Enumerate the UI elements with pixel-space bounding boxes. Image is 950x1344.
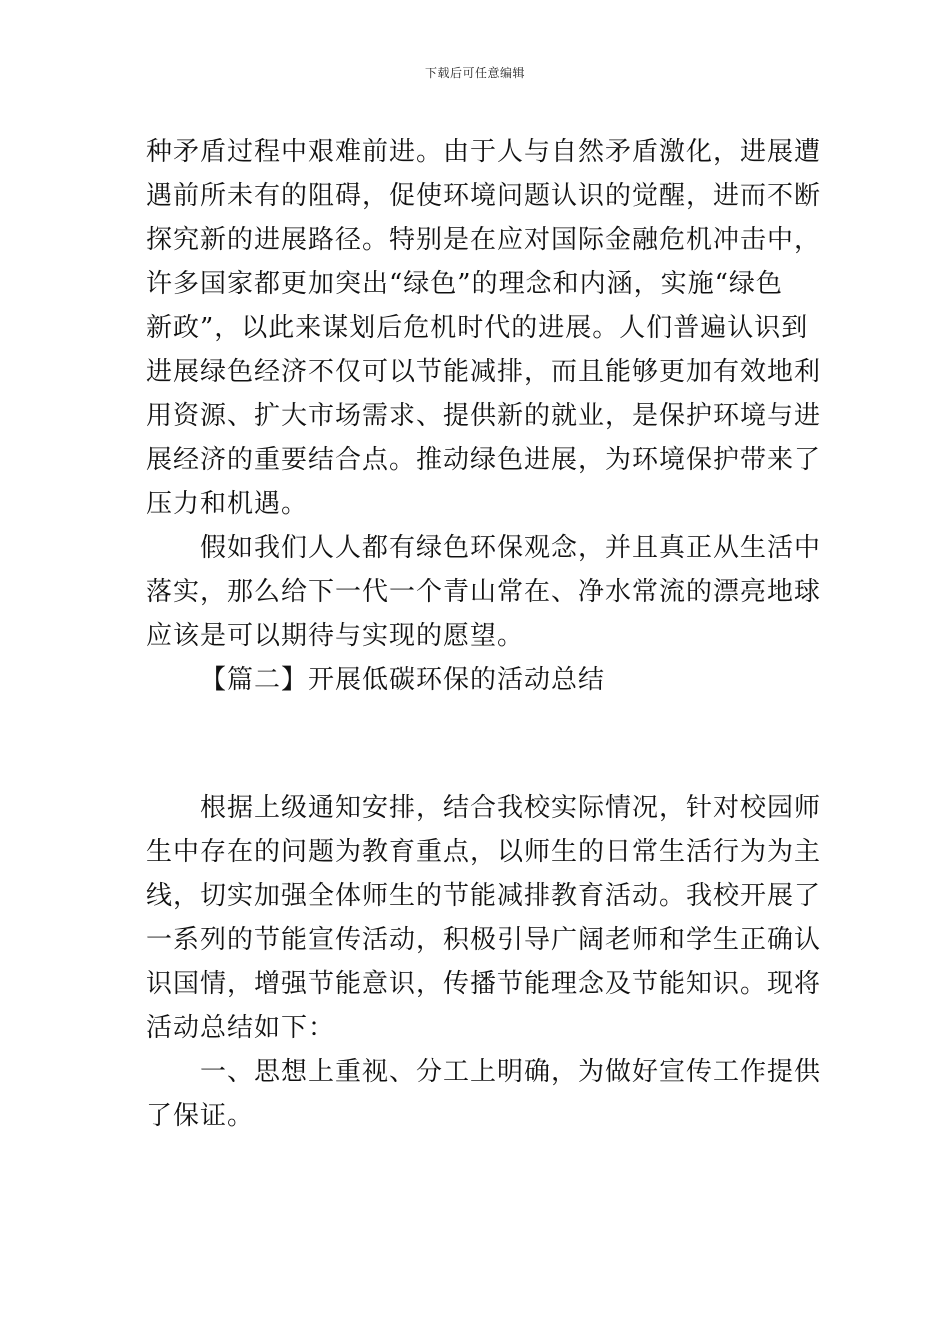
- text-line: 根据上级通知安排，结合我校实际情况，针对校园师: [200, 793, 822, 823]
- paragraph-continuation: [146, 130, 822, 526]
- text-line: 生中存在的问题为教育重点，以师生的日常生活行为为主: [146, 837, 822, 867]
- paragraph-activity-intro: [146, 786, 822, 1050]
- section-heading: 【篇二】开展低碳环保的活动总结: [200, 665, 606, 695]
- text-line: 识国情，增强节能意识，传播节能理念及节能知识。现将: [146, 969, 822, 999]
- text-line: 活动总结如下：: [146, 1013, 336, 1043]
- text-line: 落实，那么给下一代一个青山常在、净水常流的漂亮地球: [146, 577, 822, 607]
- document-body: [146, 130, 822, 1138]
- text-line: 压力和机遇。: [146, 489, 309, 519]
- text-line: 了保证。: [146, 1101, 255, 1131]
- paragraph-green-awareness: [146, 526, 822, 658]
- text-line: 新政”，以此来谋划后危机时代的进展。人们普遍认识到: [146, 313, 809, 343]
- paragraph-point-one: [146, 1050, 822, 1138]
- text-line: 遇前所未有的阻碍，促使环境问题认识的觉醒，进而不断: [146, 181, 822, 211]
- text-line: 应该是可以期待与实现的愿望。: [146, 621, 525, 651]
- text-line: 许多国家都更加突出“绿色”的理念和内涵，实施“绿色: [146, 269, 783, 299]
- text-line: 展经济的重要结合点。推动绿色进展，为环境保护带来了: [146, 445, 822, 475]
- page-header-note: 下载后可任意编辑: [424, 66, 525, 80]
- text-line: 进展绿色经济不仅可以节能减排，而且能够更加有效地利: [146, 357, 822, 387]
- blank-space: [146, 702, 806, 786]
- text-line: 用资源、扩大市场需求、提供新的就业，是保护环境与进: [146, 401, 822, 431]
- text-line: 假如我们人人都有绿色环保观念，并且真正从生活中: [200, 533, 822, 563]
- text-line: 线，切实加强全体师生的节能减排教育活动。我校开展了: [146, 881, 822, 911]
- text-line: 一系列的节能宣传活动，积极引导广阔老师和学生正确认: [146, 925, 822, 955]
- text-line: 一、思想上重视、分工上明确，为做好宣传工作提供: [200, 1057, 822, 1087]
- text-line: 探究新的进展路径。特别是在应对国际金融危机冲击中，: [146, 225, 822, 255]
- text-line: 种矛盾过程中艰难前进。由于人与自然矛盾激化，进展遭: [146, 137, 822, 167]
